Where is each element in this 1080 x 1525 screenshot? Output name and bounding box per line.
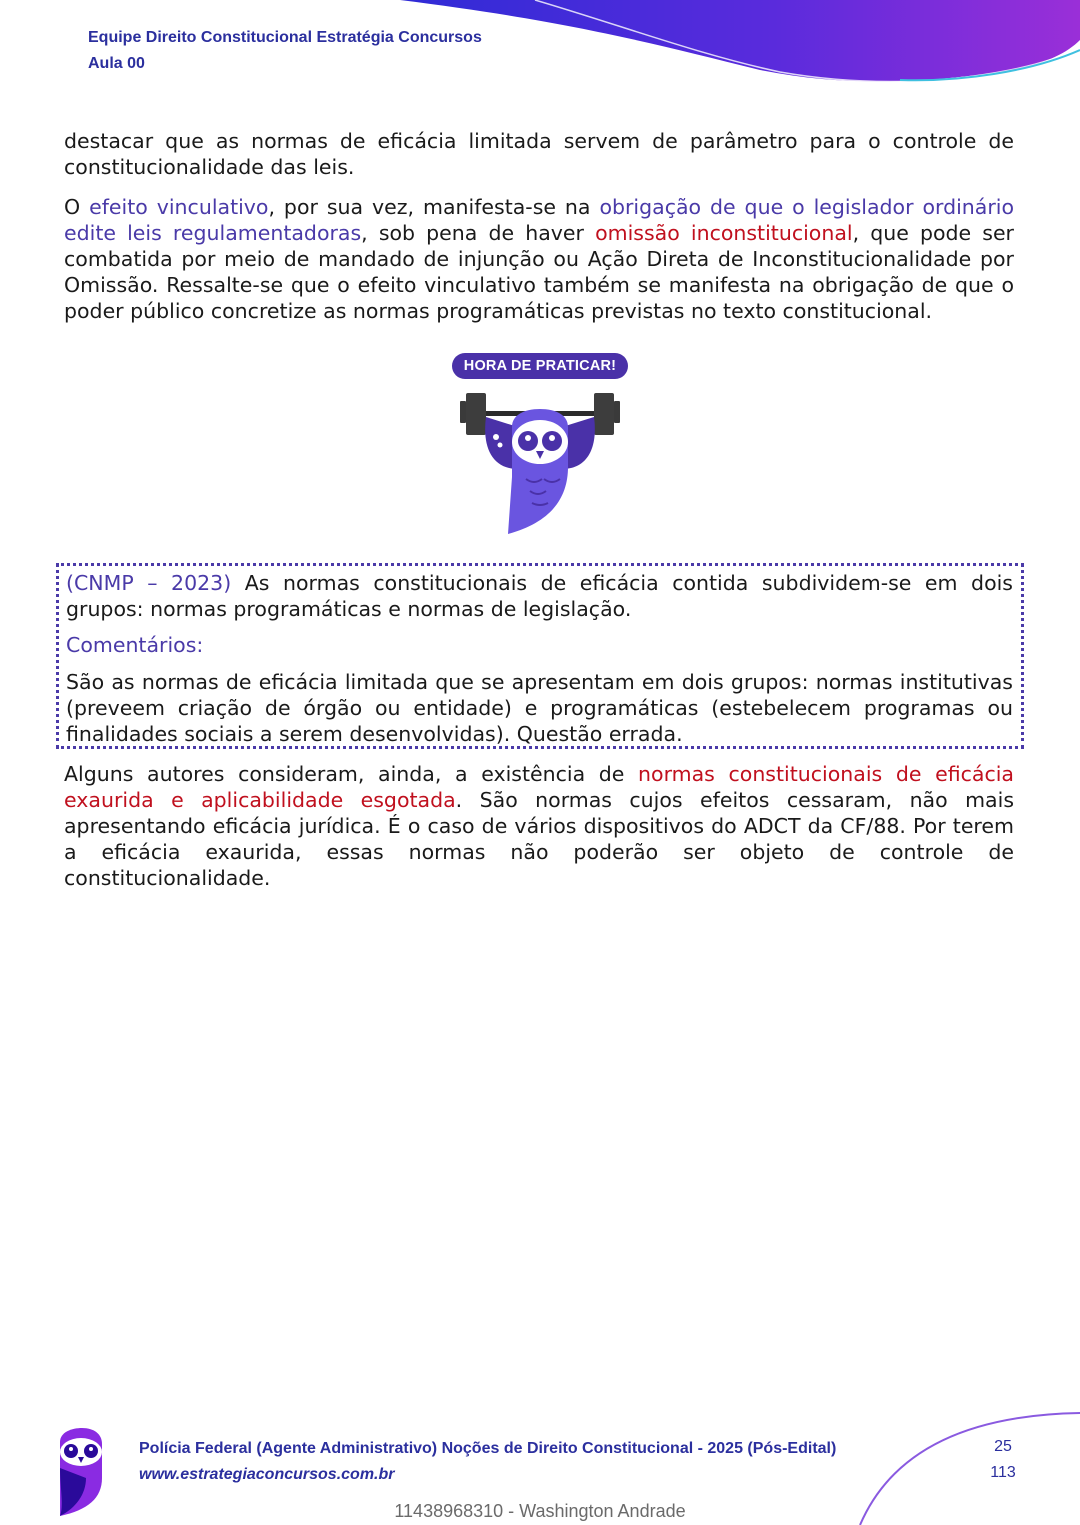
highlight-obrigacao: obrigação de que o legislador ordinário edite leis regulamentadoras [64, 195, 1015, 245]
body-content [64, 128, 1014, 338]
text: . São normas cujos efeitos cessaram, não mais apresentando eficácia jurídica. É o caso de vários dispositivos do ADCT da CF/88. Por terem a eficácia exaurida, essas normas não poderão ser objeto de controle de constitucionalidade. [64, 788, 1015, 890]
text: Alguns autores consideram, ainda, a existência de [64, 762, 639, 786]
paragraph-2 [64, 194, 1014, 324]
comments-label: Comentários: [66, 633, 204, 657]
highlight-eficacia-exaurida: normas constitucionais de eficácia exaurida e aplicabilidade esgotada [64, 762, 1014, 812]
text: , sob pena de haver [361, 221, 596, 245]
question-box [56, 563, 1024, 749]
page-number: 25 [994, 1438, 1012, 1455]
question-statement [66, 570, 1013, 622]
footer-website-link[interactable]: www.estrategiaconcursos.com.br [139, 1466, 395, 1483]
header [88, 28, 482, 74]
practice-banner [452, 353, 628, 538]
comments-text: São as normas de eficácia limitada que se apresentam em dois grupos: normas institutivas (preveem criação de órgão ou entidade) e programáticas (estebelecem programas ou finalidades sociais a serem desenvolvidas). Questão errada. [66, 670, 1013, 746]
owl-weightlifting-icon [452, 387, 628, 537]
text: , por sua vez, manifesta-se na [268, 195, 600, 219]
header-title: Equipe Direito Constitucional Estratégia Concursos [88, 29, 482, 46]
highlight-efeito-vinculativo: efeito vinculativo [89, 195, 269, 219]
paragraph-3 [64, 761, 1014, 891]
header-lesson: Aula 00 [88, 55, 145, 72]
practice-badge: HORA DE PRATICAR! [452, 353, 628, 379]
total-pages: 113 [990, 1464, 1016, 1481]
paragraph-1: destacar que as normas de eficácia limitada servem de parâmetro para o controle de constitucionalidade das leis. [64, 129, 1014, 179]
footer-course-title: Polícia Federal (Agente Administrativo) Noções de Direito Constitucional - 2025 (Pós-Edital) [139, 1440, 837, 1457]
watermark: 11438968310 - Washington Andrade [394, 1501, 686, 1521]
highlight-omissao: omissão inconstitucional [595, 221, 853, 245]
text: , que pode ser combatida por meio de mandado de injunção ou Ação Direta de Inconstitucionalidade por Omissão. Ressalte-se que o efeito vinculativo também se manifesta na obrigação de que o poder público concretize as normas programáticas previstas no texto constitucional. [64, 221, 1014, 323]
question-text: As normas constitucionais de eficácia contida subdividem-se em dois grupos: normas programáticas e normas de legislação. [66, 571, 1013, 621]
question-source: (CNMP – 2023) [66, 571, 232, 595]
text: O [64, 195, 90, 219]
